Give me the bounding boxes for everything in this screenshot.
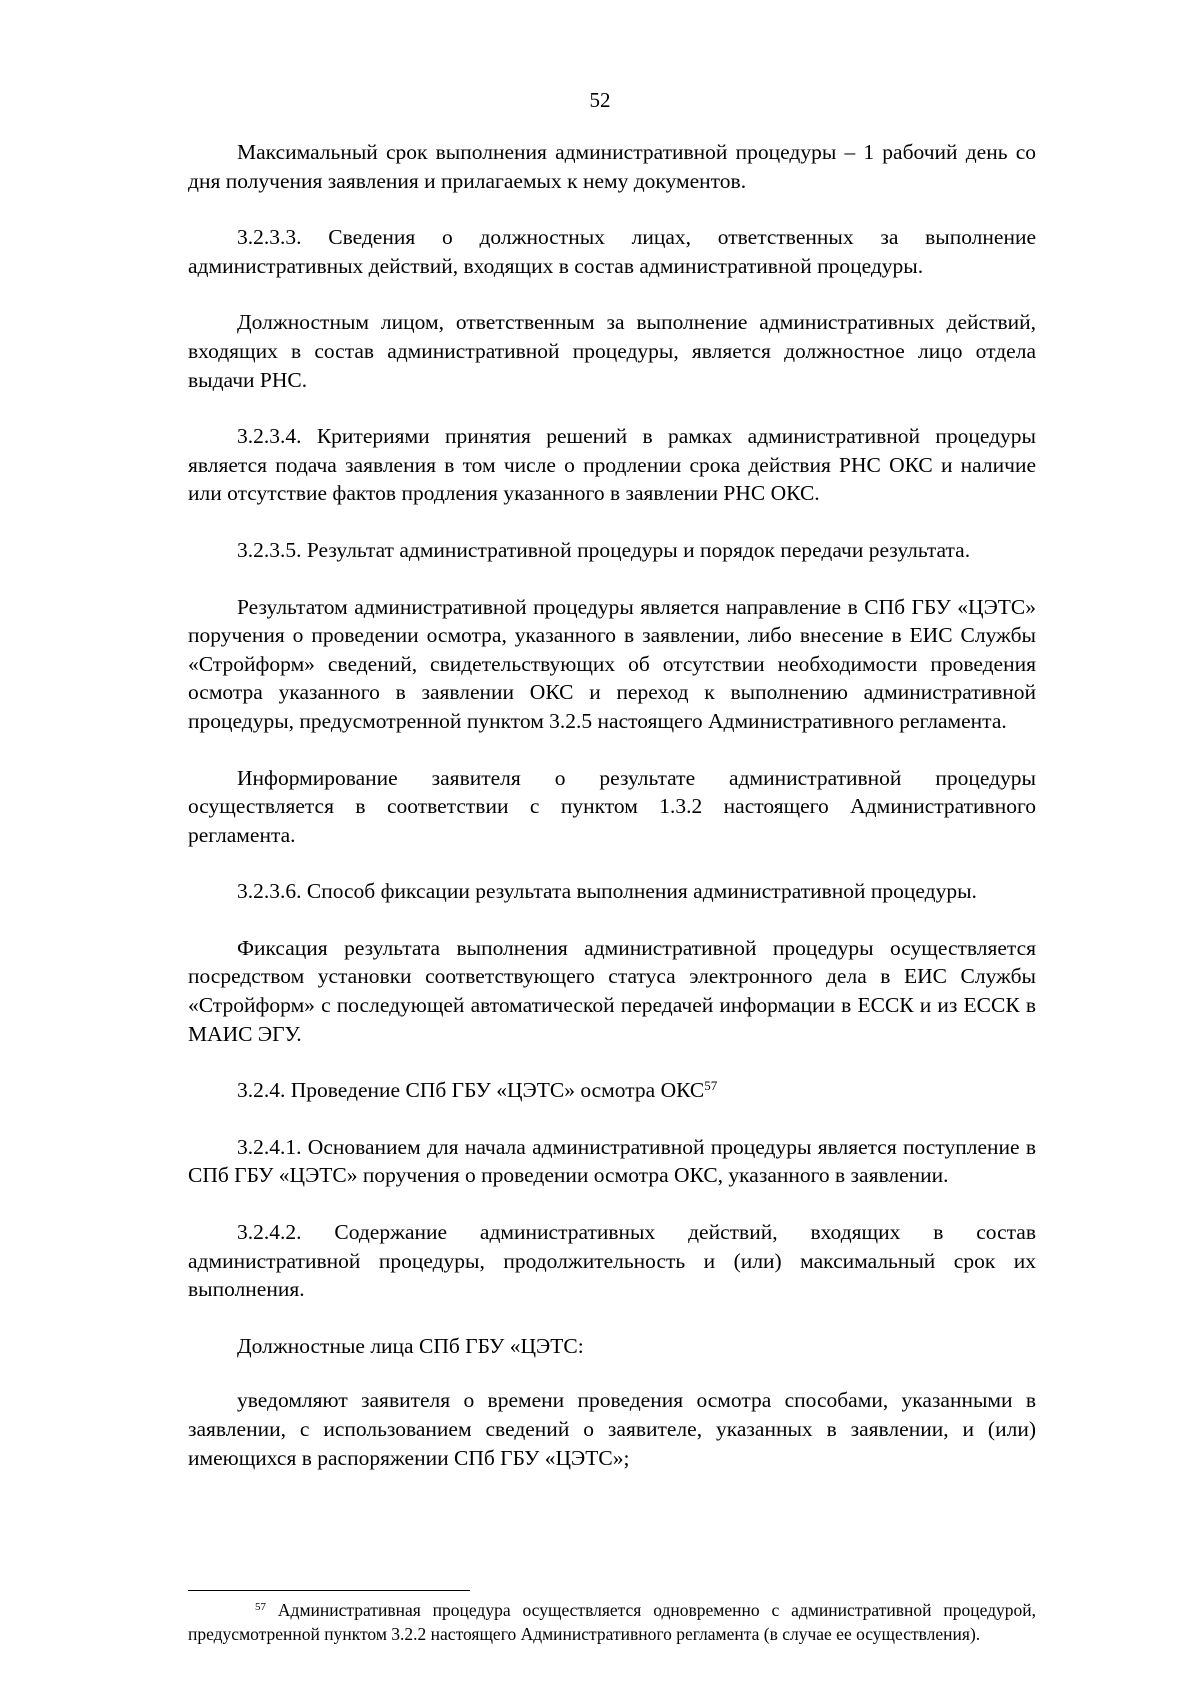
paragraph-3-2-3-5: 3.2.3.5. Результат административной процедуры и порядок передачи результата. <box>237 537 971 562</box>
paragraph-3-2-4 <box>188 1076 1036 1105</box>
paragraph-fixation: Фиксация результата выполнения административной процедуры осуществляется посредством установки соответствующего статуса электронного дела в ЕИС Службы «Стройформ» с последующей автоматической передачей информации в ЕССК и из ЕССК в МАИС ЭГУ. <box>188 935 1036 1046</box>
paragraph-3-2-4-1: 3.2.4.1. Основанием для начала административной процедуры является поступление в СПб ГБУ «ЦЭТС» поручения о проведении осмотра ОКС, указанного в заявлении. <box>188 1134 1036 1188</box>
footnote-text: Административная процедура осуществляется одновременно с административной процедурой, предусмотренной пунктом 3.2.2 настоящего Административного регламента (в случае ее осуществления). <box>188 1600 1037 1644</box>
footnote-separator <box>188 1590 470 1591</box>
footnote-marker: 57 <box>255 1601 266 1613</box>
paragraph-3-2-3-3: 3.2.3.3. Сведения о должностных лицах, ответственных за выполнение административных действий, входящих в состав административной процедуры. <box>188 225 1036 278</box>
page-number: 52 <box>589 88 611 112</box>
paragraph-informing: Информирование заявителя о результате административной процедуры осуществляется в соответствии с пунктом 1.3.2 настоящего Административного регламента. <box>188 765 1036 847</box>
document-body <box>188 138 1036 1500</box>
paragraph-3-2-3-6: 3.2.3.6. Способ фиксации результата выполнения административной процедуры. <box>237 879 977 904</box>
paragraph-notify-applicant: уведомляют заявителя о времени проведения осмотра способами, указанными в заявлении, с использованием сведений о заявителе, указанных в заявлении, и (или) имеющихся в распоряжении СПб ГБУ «ЦЭТС»; <box>188 1388 1036 1470</box>
paragraph-officials: Должностные лица СПб ГБУ «ЦЭТС: <box>237 1333 584 1358</box>
paragraph-max-term: Максимальный срок выполнения административной процедуры – 1 рабочий день со дня получения заявления и прилагаемых к нему документов. <box>188 140 1036 193</box>
section-heading-3-2-4: 3.2.4. Проведение СПб ГБУ «ЦЭТС» осмотра ОКС <box>237 1078 705 1103</box>
paragraph-result: Результатом административной процедуры является направление в СПб ГБУ «ЦЭТС» поручения о проведении осмотра, указанного в заявлении, либо внесение в ЕИС Службы «Стройформ» сведений, свидетельствующих об отсутствии необходимости проведения осмотра указанного в заявлении ОКС и переход к выполнению административной процедуры, предусмотренной пунктом 3.2.5 настоящего Административного регламента. <box>188 594 1036 733</box>
paragraph-responsible-official: Должностным лицом, ответственным за выполнение административных действий, входящих в состав административной процедуры, является должностное лицо отдела выдачи РНС. <box>188 310 1036 392</box>
paragraph-3-2-3-4: 3.2.3.4. Критериями принятия решений в рамках административной процедуры является подача заявления в том числе о продлении срока действия РНС ОКС и наличие или отсутствие фактов продления указанного в заявлении РНС ОКС. <box>188 424 1036 506</box>
paragraph-3-2-4-2: 3.2.4.2. Содержание административных действий, входящих в состав административной процедуры, продолжительность и (или) максимальный срок их выполнения. <box>188 1220 1036 1302</box>
footnote <box>188 1598 1036 1646</box>
footnote-reference: 57 <box>704 1078 718 1094</box>
